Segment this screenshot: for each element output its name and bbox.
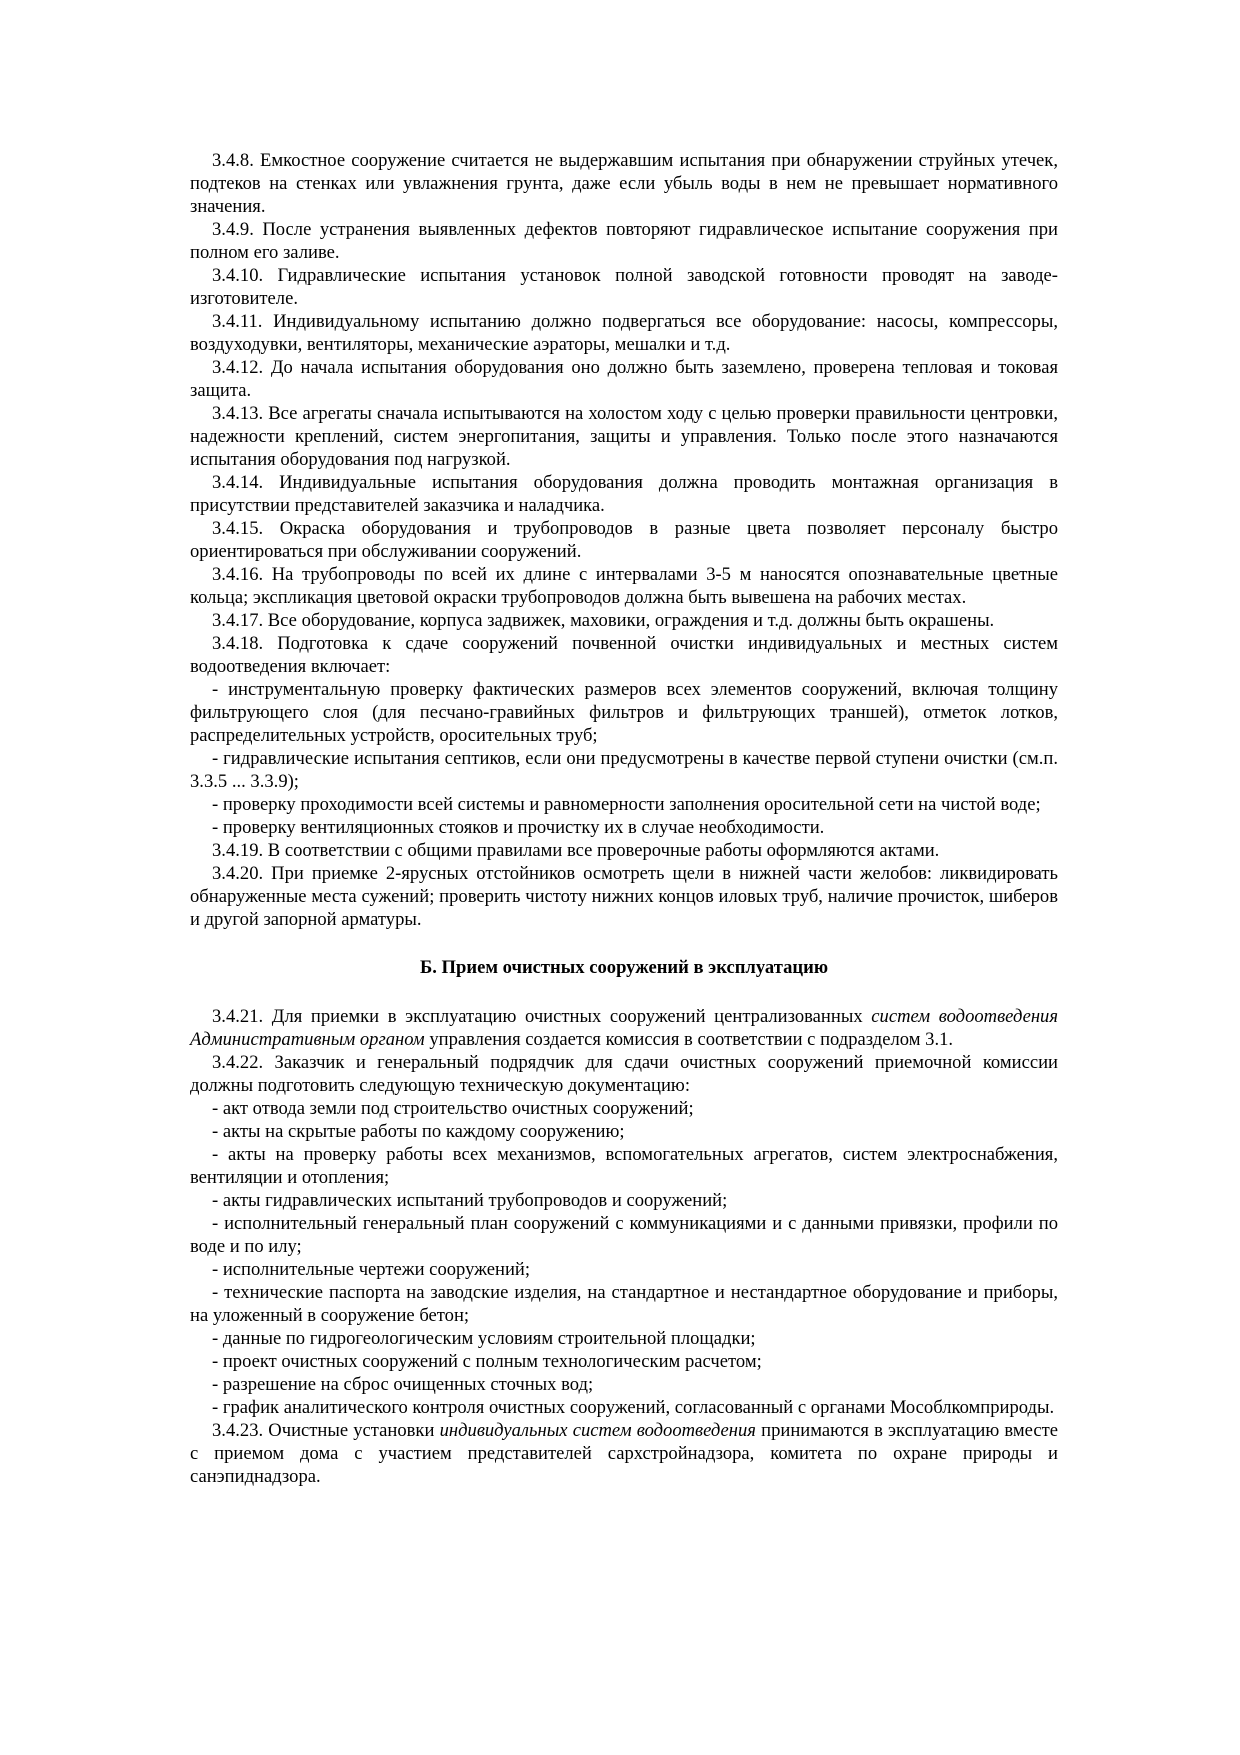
list-item: - акты на проверку работы всех механизмов, вспомогательных агрегатов, систем электроснабжения, вентиляции и отопления;: [190, 1144, 1058, 1188]
paragraph-3-4-20: 3.4.20. При приемке 2-ярусных отстойников осмотреть щели в нижней части желобов: ликвидировать обнаруженные места сужений; проверить чистоту нижних концов иловых труб, наличие прочисток, шиберов и другой запорной арматуры.: [190, 863, 1058, 930]
list-item: - разрешение на сброс очищенных сточных вод;: [212, 1374, 594, 1395]
list-item: - гидравлические испытания септиков, если они предусмотрены в качестве первой ступени очистки (см.п. 3.3.5 ... 3.3.9);: [190, 748, 1058, 792]
list-item: - график аналитического контроля очистных сооружений, согласованный с органами Мособлкомприроды.: [212, 1397, 1055, 1418]
document-page: [190, 149, 1058, 1488]
paragraph-3-4-21: [190, 1005, 1058, 1051]
paragraph-3-4-15: 3.4.15. Окраска оборудования и трубопроводов в разные цвета позволяет персоналу быстро ориентироваться при обслуживании сооружений.: [190, 518, 1058, 562]
paragraph-3-4-14: 3.4.14. Индивидуальные испытания оборудования должна проводить монтажная организация в присутствии представителей заказчика и наладчика.: [190, 472, 1058, 516]
paragraph-text: 3.4.21. Для приемки в эксплуатацию очистных сооружений централизованных: [212, 1006, 872, 1027]
paragraph-3-4-9: 3.4.9. После устранения выявленных дефектов повторяют гидравлическое испытание сооружения при полном его заливе.: [190, 219, 1058, 263]
section-heading: Б. Прием очистных сооружений в эксплуатацию: [419, 957, 829, 978]
paragraph-3-4-8: 3.4.8. Емкостное сооружение считается не выдержавшим испытания при обнаружении струйных утечек, подтеков на стенках или увлажнения грунта, даже если убыль воды в нем не превышает нормативного значения.: [190, 150, 1058, 217]
paragraph-3-4-23: [190, 1419, 1058, 1488]
list-item: - акты на скрытые работы по каждому сооружению;: [212, 1121, 625, 1142]
paragraph-text: управления создается комиссия в соответствии с подразделом 3.1.: [424, 1029, 954, 1050]
paragraph-3-4-13: 3.4.13. Все агрегаты сначала испытываются на холостом ходу с целью проверки правильности центровки, надежности креплений, систем энергопитания, защиты и управления. Только после этого назначаются испытания оборудования под нагрузкой.: [190, 403, 1058, 470]
paragraph-3-4-19: 3.4.19. В соответствии с общими правилами все проверочные работы оформляются актами.: [212, 840, 940, 861]
paragraph-italic-text: индивидуальных систем водоотведения: [439, 1420, 756, 1441]
list-item: - акты гидравлических испытаний трубопроводов и сооружений;: [212, 1190, 728, 1211]
paragraph-3-4-18: 3.4.18. Подготовка к сдаче сооружений почвенной очистки индивидуальных и местных систем водоотведения включает:: [190, 633, 1058, 677]
list-item: - проект очистных сооружений с полным технологическим расчетом;: [212, 1351, 762, 1372]
paragraph-3-4-17: 3.4.17. Все оборудование, корпуса задвижек, маховики, ограждения и т.д. должны быть окрашены.: [212, 610, 995, 631]
list-item: - исполнительный генеральный план сооружений с коммуникациями и с данными привязки, профили по воде и по илу;: [190, 1213, 1058, 1257]
list-item: - данные по гидрогеологическим условиям строительной площадки;: [212, 1328, 756, 1349]
list-item: - исполнительные чертежи сооружений;: [212, 1259, 531, 1280]
paragraph-3-4-16: 3.4.16. На трубопроводы по всей их длине с интервалами 3-5 м наносятся опознавательные цветные кольца; экспликация цветовой окраски трубопроводов должна быть вывешена на рабочих местах.: [190, 564, 1058, 608]
paragraph-3-4-22: 3.4.22. Заказчик и генеральный подрядчик для сдачи очистных сооружений приемочной комиссии должны подготовить следующую техническую документацию:: [190, 1052, 1058, 1096]
list-item: - технические паспорта на заводские изделия, на стандартное и нестандартное оборудование и приборы, на уложенный в сооружение бетон;: [190, 1282, 1058, 1326]
paragraph-3-4-11: 3.4.11. Индивидуальному испытанию должно подвергаться все оборудование: насосы, компрессоры, воздуходувки, вентиляторы, механические аэраторы, мешалки и т.д.: [190, 311, 1058, 355]
list-item: - проверку проходимости всей системы и равномерности заполнения оросительной сети на чистой воде;: [212, 794, 1041, 815]
list-item: - инструментальную проверку фактических размеров всех элементов сооружений, включая толщину фильтрующего слоя (для песчано-гравийных фильтров и фильтрующих траншей), отметок лотков, распределительных устройств, оросительных труб;: [190, 679, 1058, 746]
paragraph-text: принимаются в эксплуатацию вместе с приемом дома с участием представителей сархстройнадзора, комитета по охране природы и санэпиднадзора.: [190, 1420, 1059, 1487]
paragraph-text: 3.4.23. Очистные установки: [212, 1420, 440, 1441]
paragraph-3-4-12: 3.4.12. До начала испытания оборудования оно должно быть заземлено, проверена тепловая и токовая защита.: [190, 357, 1058, 401]
list-item: - акт отвода земли под строительство очистных сооружений;: [212, 1098, 694, 1119]
list-item: - проверку вентиляционных стояков и прочистку их в случае необходимости.: [212, 817, 825, 838]
paragraph-italic-text: систем водоотведения Административным органом: [190, 1006, 1058, 1050]
paragraph-3-4-10: 3.4.10. Гидравлические испытания установок полной заводской готовности проводят на заводе-изготовителе.: [190, 265, 1058, 309]
